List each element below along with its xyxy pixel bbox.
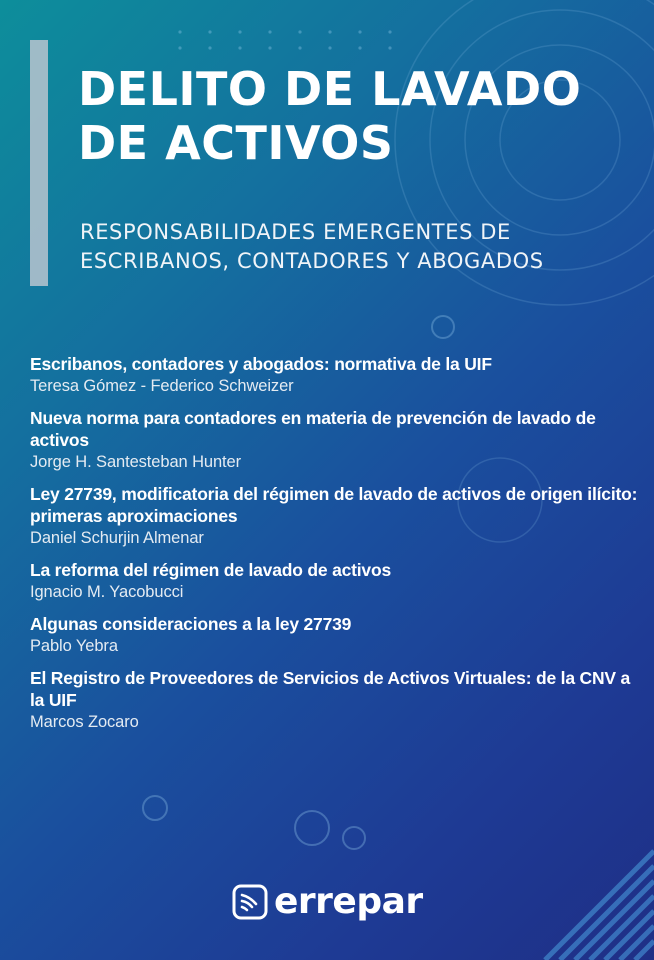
toc-item-title: El Registro de Proveedores de Servicios de Activos Virtuales: de la CNV a la UIF	[30, 668, 631, 710]
cover-subtitle-line-1: RESPONSABILIDADES EMERGENTES DE	[80, 220, 511, 244]
toc-item-title: Escribanos, contadores y abogados: normativa de la UIF	[30, 354, 492, 374]
cover-title-line-1: DELITO DE LAVADO	[78, 62, 582, 116]
toc-item-author: Pablo Yebra	[30, 637, 118, 655]
publisher-logo	[232, 880, 423, 924]
toc-item-title: La reforma del régimen de lavado de activos	[30, 560, 391, 580]
toc-item-author: Teresa Gómez - Federico Schweizer	[30, 377, 294, 395]
cover-title	[78, 62, 638, 170]
toc-item-author: Daniel Schurjin Almenar	[30, 529, 204, 547]
accent-bar	[30, 40, 48, 286]
toc-item	[30, 667, 640, 733]
publisher-name: errepar	[274, 881, 423, 922]
toc-item	[30, 483, 640, 549]
toc-item	[30, 407, 640, 473]
toc-item-title: Algunas consideraciones a la ley 27739	[30, 614, 352, 634]
toc-item	[30, 353, 640, 397]
toc-item-title: Ley 27739, modificatoria del régimen de lavado de activos de origen ilícito: primeras aproximaciones	[30, 484, 638, 526]
toc-item-author: Marcos Zocaro	[30, 713, 139, 731]
cover-title-line-2: DE ACTIVOS	[78, 116, 394, 170]
toc-item-title: Nueva norma para contadores en materia de prevención de lavado de activos	[30, 408, 596, 450]
errepar-logo-icon	[232, 884, 268, 920]
cover-subtitle-line-2: ESCRIBANOS, CONTADORES Y ABOGADOS	[80, 249, 544, 273]
table-of-contents	[30, 353, 640, 743]
toc-item	[30, 613, 640, 657]
toc-item-author: Jorge H. Santesteban Hunter	[30, 453, 242, 471]
cover-subtitle	[80, 218, 640, 276]
toc-item-author: Ignacio M. Yacobucci	[30, 583, 184, 601]
toc-item	[30, 559, 640, 603]
